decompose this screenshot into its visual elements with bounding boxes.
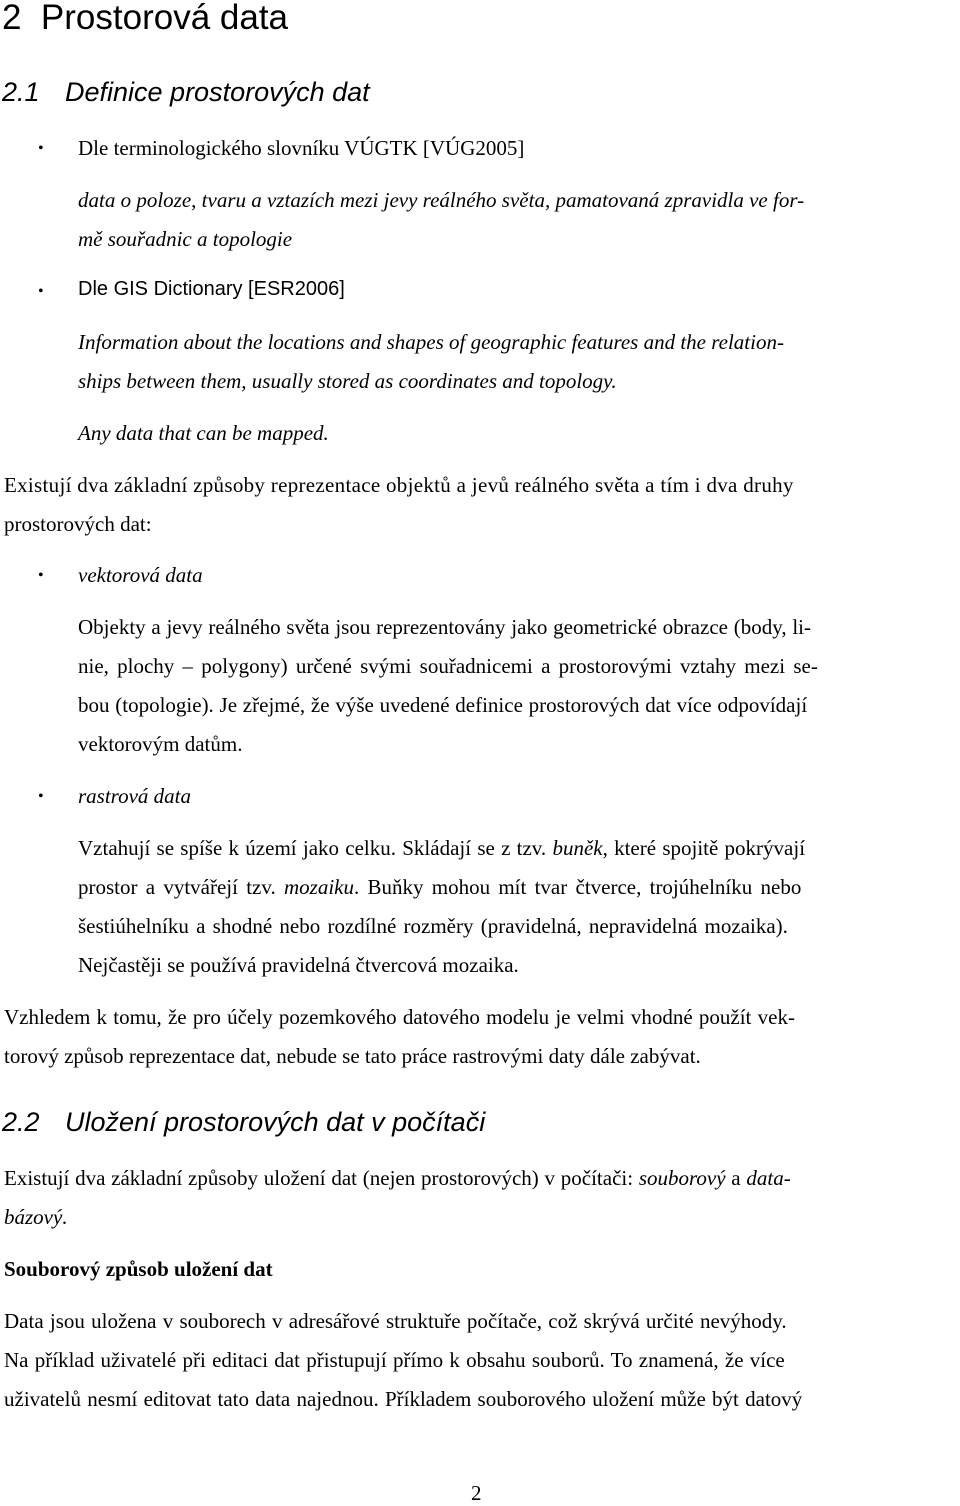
paragraph-line: Existují dva základní způsoby reprezentace objektů a jevů reálného světa a tím i dva druhy (4, 473, 794, 497)
paragraph-line: Existují dva základní způsoby uložení dat (nejen prostorových) v počítači: souborový a data- (4, 1166, 791, 1190)
term-databazovy: data- (746, 1166, 791, 1190)
vector-description-line: Objekty a jevy reálného světa jsou reprezentovány jako geometrické obrazce (body, li- (78, 615, 812, 639)
chapter-title: Prostorová data (40, 0, 289, 37)
bullet-marker: • (38, 788, 44, 805)
term-souborovy: souborový (638, 1166, 726, 1190)
page-number: 2 (471, 1481, 482, 1505)
section-number: 2.2 (2, 1107, 40, 1137)
bullet-item-gis-dictionary: Dle GIS Dictionary [ESR2006] (78, 278, 345, 300)
paragraph-line: Data jsou uložena v souborech v adresářové struktuře počítače, což skrývá určité nevýhody. (4, 1309, 787, 1333)
section-title: Uložení prostorových dat v počítači (65, 1107, 486, 1137)
bullet-item-vugtk: Dle terminologického slovníku VÚGTK [VÚG2005] (78, 136, 525, 160)
paragraph-line: bázový. (4, 1205, 68, 1229)
vector-description-line: vektorovým datům. (78, 732, 243, 756)
definition-gis-line: Any data that can be mapped. (78, 421, 329, 445)
paragraph-line: uživatelů nesmí editovat tato data najednou. Příkladem souborového uložení může být datový (4, 1387, 803, 1411)
bullet-marker: • (38, 140, 44, 157)
raster-description-line: prostor a vytvářejí tzv. mozaiku. Buňky mohou mít tvar čtverce, trojúhelníku nebo (78, 875, 802, 899)
paragraph-line: Na příklad uživatelé při editaci dat přistupují přímo k obsahu souborů. To znamená, že více (4, 1348, 785, 1372)
paragraph-line: prostorových dat: (4, 512, 152, 536)
section-title: Definice prostorových dat (65, 77, 370, 107)
paragraph-line: Vzhledem k tomu, že pro účely pozemkového datového modelu je velmi vhodné použít vek- (4, 1005, 795, 1029)
term-bunek: buněk (552, 836, 603, 860)
bullet-item-raster: rastrová data (78, 784, 191, 808)
raster-description-line: Nejčastěji se používá pravidelná čtvercová mozaika. (78, 953, 519, 977)
bullet-marker: • (38, 567, 44, 584)
section-number: 2.1 (2, 77, 40, 107)
chapter-number: 2 (2, 0, 22, 37)
definition-vugtk-line: mě souřadnic a topologie (78, 227, 293, 251)
term-mozaiku: mozaiku (284, 875, 354, 899)
definition-gis-line: ships between them, usually stored as coordinates and topology. (78, 369, 617, 393)
subheading-file-storage: Souborový způsob uložení dat (4, 1257, 273, 1281)
definition-vugtk-line: data o poloze, tvaru a vztazích mezi jevy reálného světa, pamatovaná zpravidla ve for- (78, 188, 805, 212)
section-heading-2-1 (2, 77, 370, 108)
vector-description-line: bou (topologie). Je zřejmé, že výše uvedené definice prostorových dat více odpovídají (78, 693, 808, 717)
chapter-heading (2, 0, 288, 38)
paragraph-line: torový způsob reprezentace dat, nebude se tato práce rastrovými daty dále zabývat. (4, 1044, 701, 1068)
bullet-item-vector: vektorová data (78, 563, 203, 587)
raster-description-line: Vztahují se spíše k území jako celku. Skládají se z tzv. buněk, které spojitě pokrývají (78, 836, 806, 860)
section-heading-2-2 (2, 1107, 485, 1138)
vector-description-line: nie, plochy – polygony) určené svými souřadnicemi a prostorovými vztahy mezi se- (78, 654, 818, 678)
raster-description-line: šestiúhelníku a shodné nebo rozdílné rozměry (pravidelná, nepravidelná mozaika). (78, 914, 788, 938)
bullet-marker: • (38, 283, 44, 300)
definition-gis-line: Information about the locations and shapes of geographic features and the relation- (78, 330, 784, 354)
